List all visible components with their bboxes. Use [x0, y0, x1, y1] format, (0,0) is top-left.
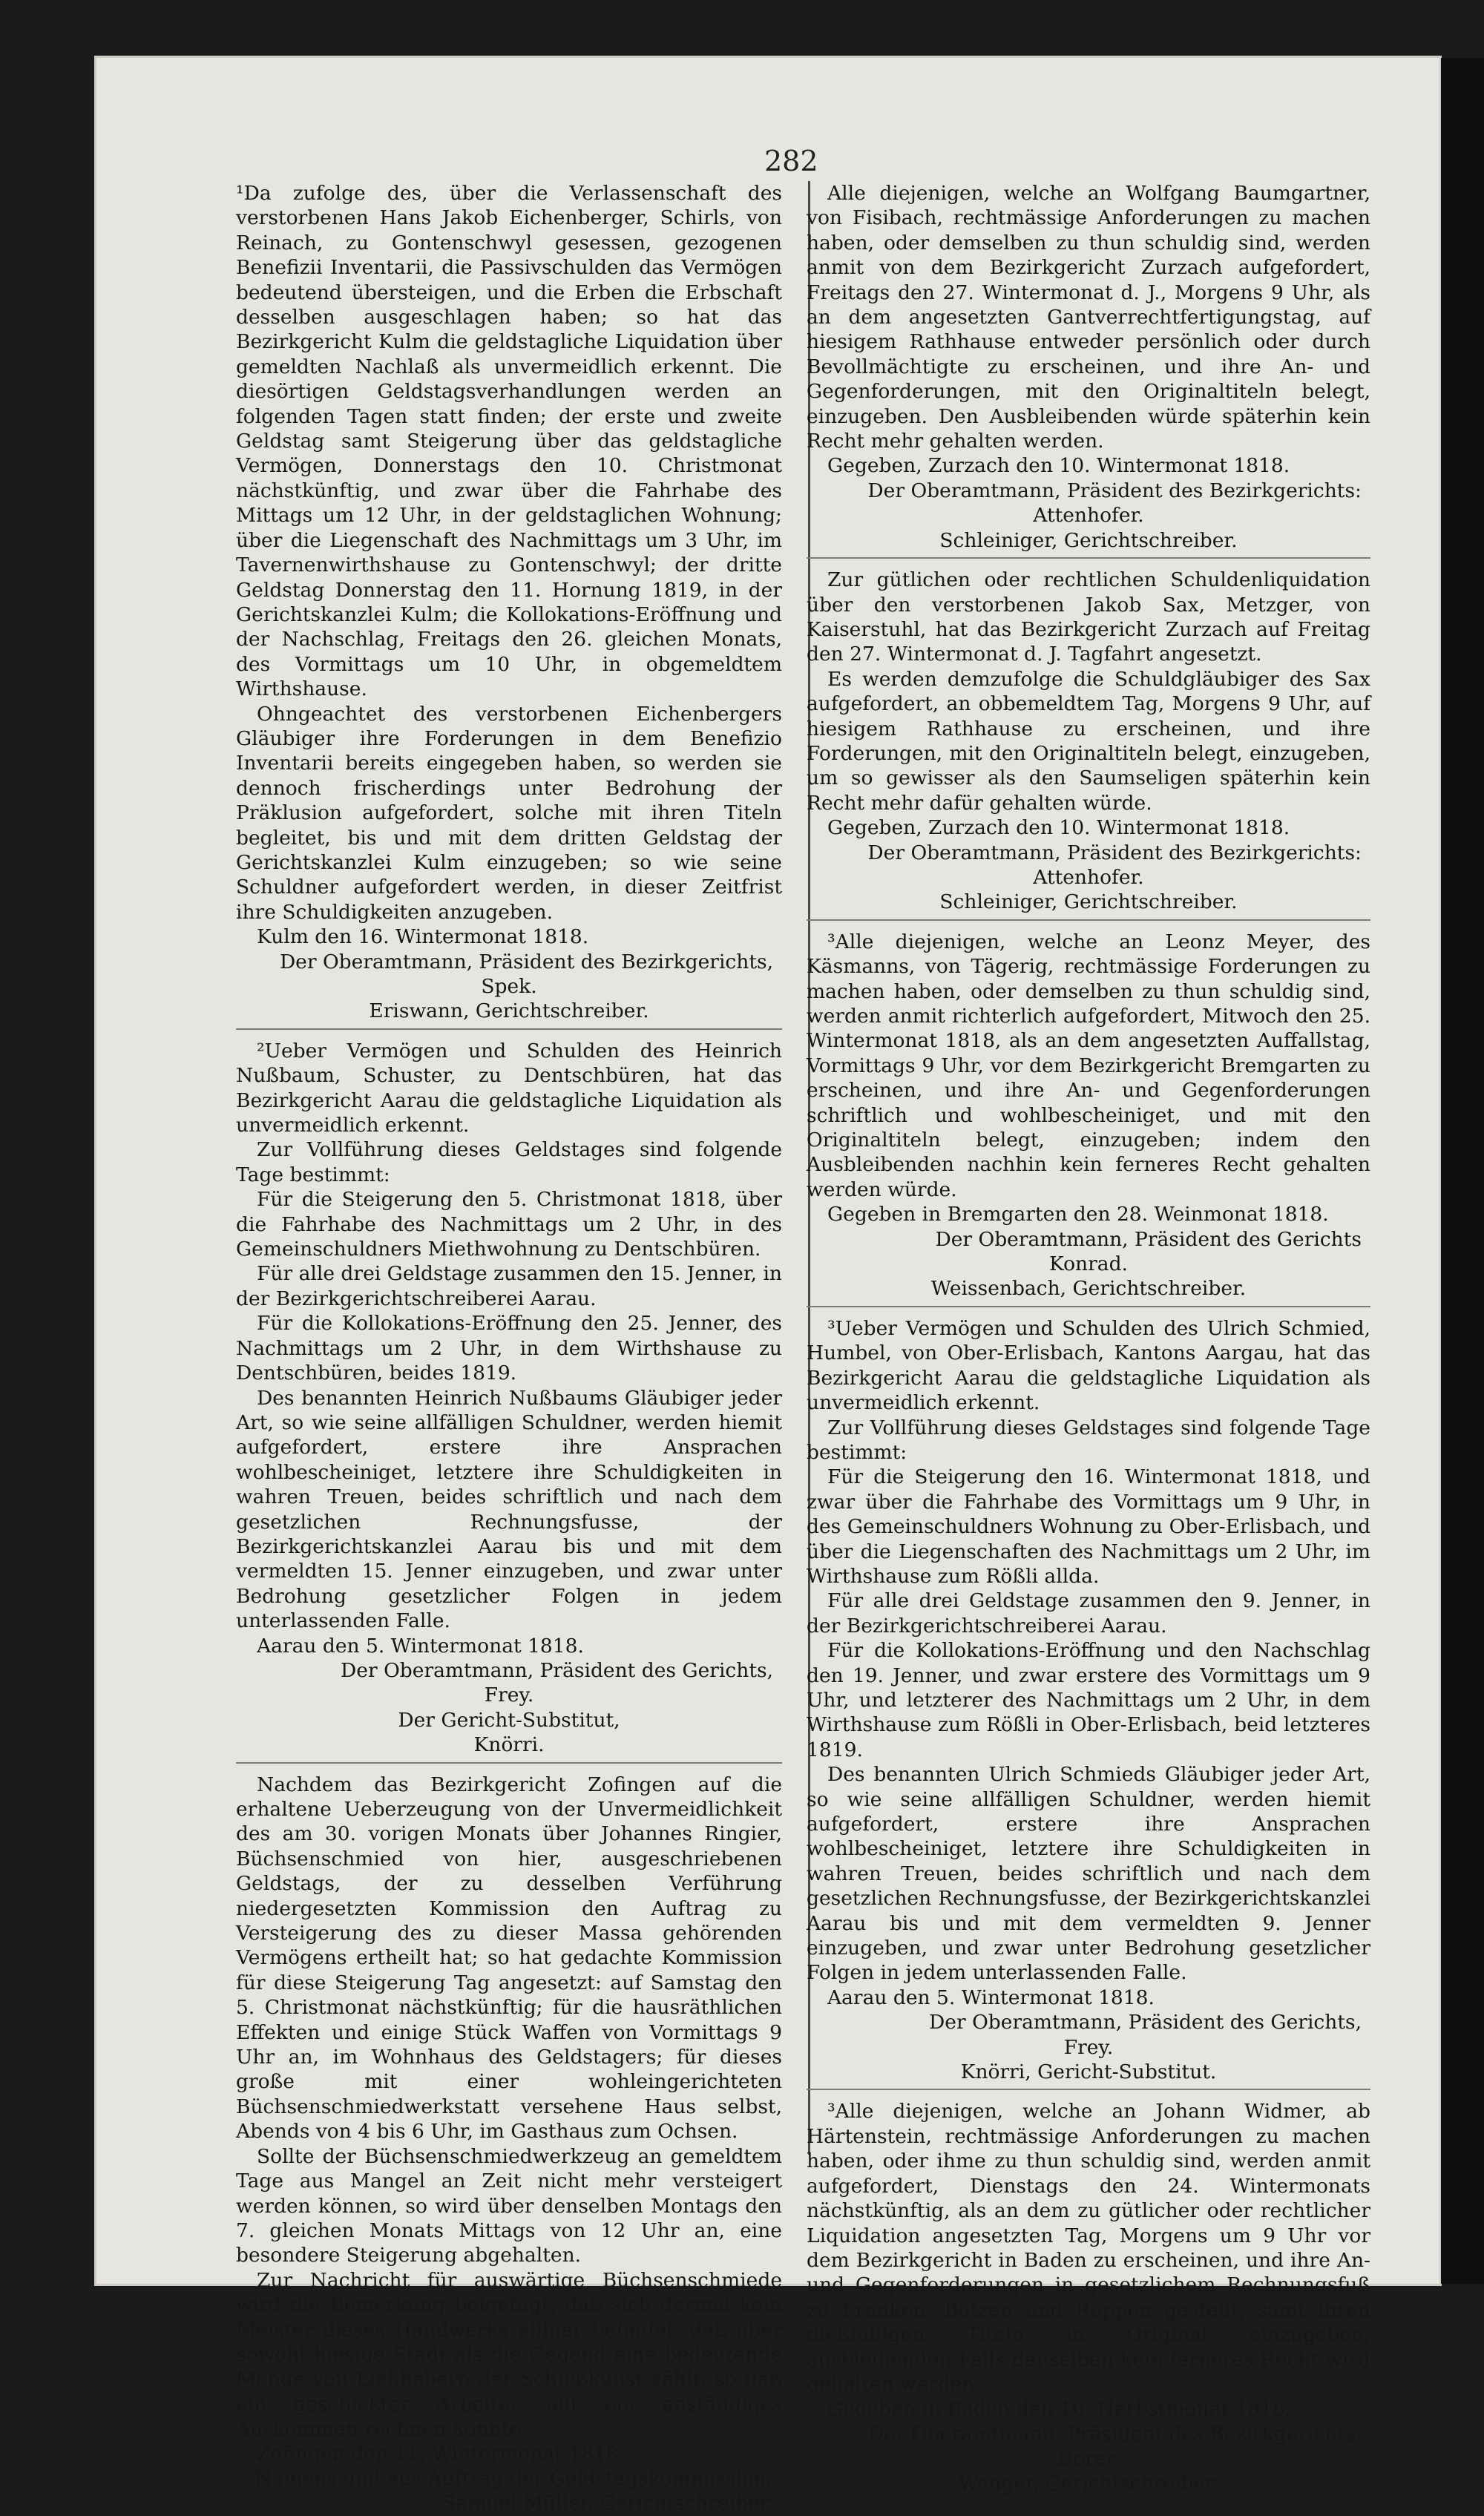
- right-separator: [807, 919, 1370, 922]
- right-signature-line: Der Oberamtmann, Präsident des Bezirkgerichts:: [867, 841, 1362, 864]
- right-signature-line: Schleiniger, Gerichtschreiber.: [939, 528, 1238, 552]
- scan-border: [1441, 58, 1484, 2284]
- left-paragraph: Des benannten Heinrich Nußbaums Gläubiger jeder Art, so wie seine allfälligen Schuldner, werden hiemit aufgefordert, erstere ihre Ansprachen wohlbescheiniget, letztere ihre Schuldigkeiten in wahren Treuen, beides schriftlich und nach dem gesetzlichen Rechnungsfusse, der Bezirkgerichtskanzlei Aarau bis und mit dem vermeldten 15. Jenner einzugeben, und zwar unter Bedrohung gesetzlicher Folgen in jedem unterlassenden Falle.: [236, 1386, 782, 1633]
- right-dateline: Aarau den 5. Wintermonat 1818.: [827, 1985, 1155, 2009]
- right-paragraph: Alle diejenigen, welche an Wolfgang Baumgartner, von Fisibach, rechtmässige Anforderungen zu machen haben, oder demselben zu thun schuldig sind, werden anmit von dem Bezirkgericht Zurzach aufgefordert, Freitags den 27. Wintermonat d. J., Morgens 9 Uhr, als an dem angesetzten Gantverrechtfertigungstag, auf hiesigem Rathhause entweder persönlich oder durch Bevollmächtigte zu erscheinen, und ihre An- und Gegenforderungen, mit den Originaltiteln belegt, einzugeben. Den Ausbleibenden würde späterhin kein Recht mehr gehalten werden.: [807, 182, 1370, 453]
- left-column: [236, 181, 782, 2516]
- right-signature-line: Schleiniger, Gerichtschreiber.: [939, 890, 1238, 914]
- right-separator: [807, 2089, 1370, 2092]
- right-paragraph: Für alle drei Geldstage zusammen den 9. Jenner, in der Bezirkgerichtschreiberei Aarau.: [807, 1589, 1370, 1638]
- left-signature-line: Samuel Müller, Gerichtschreiber.: [442, 2492, 773, 2515]
- right-signature-line: Wanger, Gerichtschreiber.: [958, 2471, 1219, 2495]
- right-signature-line: Der Oberamtmann, Präsident des Bezirkgerichts:: [867, 479, 1362, 502]
- left-signature-line: Der Gericht-Substitut,: [398, 1708, 620, 1732]
- right-column: [807, 181, 1370, 2496]
- right-paragraph: ³Ueber Vermögen und Schulden des Ulrich Schmied, Humbel, von Ober-Erlisbach, Kantons Aargau, hat das Bezirkgericht Aarau die geldstagliche Liquidation als unvermeidlich erkennt.: [807, 1316, 1370, 1415]
- left-paragraph: Zur Vollführung dieses Geldstages sind folgende Tage bestimmt:: [236, 1138, 782, 1186]
- left-signature-line: Der Oberamtmann, Präsident des Gerichts,: [341, 1658, 773, 1682]
- right-paragraph: ³Alle diejenigen, welche an Johann Widmer, ab Härtenstein, rechtmässige Anforderungen zu machen haben, oder ihme zu thun schuldig sind, werden anmit aufgefordert, Dienstags den 24. Wintermonats nächstkünftig, als an dem zu gütlicher oder rechtlicher Liquidation angesetzten Tag, Morgens um 9 Uhr vor dem Bezirkgericht in Baden zu erscheinen, und ihre An- und Gegenforderungen in gesetzlichem Rechnungsfuß zu Franken, Batzen und Rappen gestellt, samt ihren dießfälligen Titeln in Original einzugeben; ausbleibenden Falls denselben kein ferneres Recht wird gehalten werden.: [807, 2100, 1370, 2396]
- right-signature-line: Der Oberamtmann, Präsident des Bezirkgerichts,: [867, 2422, 1362, 2446]
- left-paragraph: Sollte der Büchsenschmiedwerkzeug an gemeldtem Tage aus Mangel an Zeit nicht mehr versteigert werden können, so wird über denselben Montags den 7. gleichen Monats Mittags von 12 Uhr an, eine besondere Steigerung abgehalten.: [236, 2144, 782, 2267]
- left-paragraph: ¹Da zufolge des, über die Verlassenschaft des verstorbenen Hans Jakob Eichenberger, Schirls, von Reinach, zu Gontenschwyl gesessen, gezogenen Benefizii Inventarii, die Passivschulden das Vermögen bedeutend übersteigen, und die Erben die Erbschaft desselben ausgeschlagen haben; so hat das Bezirkgericht Kulm die geldstagliche Liquidation über gemeldten Nachlaß als unvermeidlich erkennt. Die diesörtigen Geldstagsverhandlungen werden an folgenden Tagen statt finden; der erste und zweite Geldstag samt Steigerung über das geldstagliche Vermögen, Donnerstags den 10. Christmonat nächstkünftig, und zwar über die Fahrhabe des Mittags um 12 Uhr, in der geldstaglichen Wohnung; über die Liegenschaft des Nachmittags um 3 Uhr, im Tavernenwirthshause zu Gontenschwyl; der dritte Geldstag Donnerstag den 11. Hornung 1819, in der Gerichtskanzlei Kulm; die Kollokations-Eröffnung und der Nachschlag, Freitags den 26. gleichen Monats, des Vormittags um 10 Uhr, in obgemeldtem Wirthshause.: [236, 182, 782, 701]
- right-dateline: Gegeben, Zurzach den 10. Wintermonat 1818.: [827, 816, 1290, 840]
- page-number: 282: [764, 145, 818, 177]
- right-paragraph: Zur gütlichen oder rechtlichen Schuldenliquidation über den verstorbenen Jakob Sax, Metzger, von Kaiserstuhl, hat das Bezirkgericht Zurzach auf Freitag den 27. Wintermonat d. J. Tagfahrt angesetzt.: [807, 568, 1370, 666]
- right-signature-line: Dorer.: [1057, 2447, 1120, 2471]
- right-dateline: Gegeben in Bremgarten den 28. Weinmonat 1818.: [827, 1203, 1329, 1226]
- right-separator: [807, 557, 1370, 560]
- right-paragraph: Für die Steigerung den 16. Wintermonat 1818, und zwar über die Fahrhabe des Vormittags um 9 Uhr, in des Gemeinschuldners Wohnung zu Ober-Erlisbach, und über die Liegenschaften des Nachmittags um 2 Uhr, im Wirthshause zum Rößli allda.: [807, 1465, 1370, 1588]
- right-signature-line: Attenhofer.: [1033, 865, 1144, 889]
- right-paragraph: Für die Kollokations-Eröffnung und den Nachschlag den 19. Jenner, und zwar erstere des Vormittags um 9 Uhr, und letzterer des Nachmittags um 2 Uhr, in dem Wirthshause zum Rößli in Ober-Erlisbach, beid letzteres 1819.: [807, 1639, 1370, 1761]
- right-paragraph: Es werden demzufolge die Schuldgläubiger des Sax aufgefordert, an obbemeldtem Tag, Morgens 9 Uhr, auf hiesigem Rathhause zu erscheinen, und ihre Forderungen, mit den Originaltiteln belegt, einzugeben, um so gewisser als den Saumseligen späterhin kein Recht mehr dafür gehalten würde.: [807, 667, 1370, 815]
- left-signature-line: Knörri.: [473, 1733, 545, 1757]
- right-signature-line: Weissenbach, Gerichtschreiber.: [930, 1277, 1247, 1301]
- right-signature-line: Der Oberamtmann, Präsident des Gerichts,: [929, 2011, 1362, 2034]
- right-signature-line: Der Oberamtmann, Präsident des Gerichts: [935, 1227, 1362, 1251]
- right-separator: [807, 1306, 1370, 1309]
- left-dateline: Zofingen den 11. Wintermonat 1818.: [257, 2442, 626, 2466]
- left-paragraph: Für die Kollokations-Eröffnung den 25. Jenner, des Nachmittags um 2 Uhr, in dem Wirthshause zu Dentschbüren, beides 1819.: [236, 1312, 782, 1385]
- right-paragraph: ³Alle diejenigen, welche an Leonz Meyer, des Käsmanns, von Tägerig, rechtmässige Forderungen zu machen haben, oder demselben zu thun schuldig sind, werden anmit richterlich aufgefordert, Mitwoch den 25. Wintermonat 1818, als an dem angesetzten Auffallstag, Vormittags 9 Uhr, vor dem Bezirkgericht Bremgarten zu erscheinen, und ihre An- und Gegenforderungen schriftlich und wohlbescheiniget, und mit den Originaltiteln belegt, einzugeben; indem den Ausbleibenden nachhin kein ferneres Recht gehalten werden würde.: [807, 930, 1370, 1201]
- right-paragraph: Zur Vollführung dieses Geldstages sind folgende Tage bestimmt:: [807, 1416, 1370, 1464]
- left-paragraph: Nachdem das Bezirkgericht Zofingen auf die erhaltene Ueberzeugung von der Unvermeidlichkeit des am 30. vorigen Monats über Johannes Ringier, Büchsenschmied von hier, ausgeschriebenen Geldstags, der zu desselben Verführung niedergesetzten Kommission den Auftrag zu Versteigerung des zu dieser Massa gehörenden Vermögens ertheilt hat; so hat gedachte Kommission für diese Steigerung Tag angesetzt: auf Samstag den 5. Christmonat nächstkünftig; für die hausräthlichen Effekten und einige Stück Waffen von Vormittags 9 Uhr an, im Wohnhaus des Geldstagers; für dieses große mit einer wohleingerichteten Büchsenschmiedwerkstatt versehene Haus selbst, Abends von 4 bis 6 Uhr, im Gasthaus zum Ochsen.: [236, 1773, 782, 2144]
- left-signature-line: Namens und aus Auftrag der Geldstagskommission;: [255, 2466, 773, 2490]
- left-signature-line: Der Oberamtmann, Präsident des Bezirkgerichts,: [279, 950, 773, 973]
- left-signature-line: Eriswann, Gerichtschreiber.: [369, 999, 649, 1023]
- left-signature-line: Spek.: [481, 975, 537, 998]
- right-signature-line: Knörri, Gericht-Substitut.: [960, 2060, 1217, 2084]
- left-paragraph: Für alle drei Geldstage zusammen den 15. Jenner, in der Bezirkgerichtschreiberei Aarau.: [236, 1262, 782, 1310]
- left-paragraph: Zur Nachricht für auswärtige Büchsenschmiede wird die Bemerkung beigefügt, daß sich dermal kein Meister dieses Handwerks allhier befindet, daß aber sowohl hiesige Stadt als die Gegend eine bedeutende Menge von Liebhabern der Schießkunst zählt, so daß ein geschickter Arbeiter auf ein anständiges Auskommen rechnen könnte.: [236, 2268, 782, 2441]
- left-paragraph: Ohngeachtet des verstorbenen Eichenbergers Gläubiger ihre Forderungen in dem Benefizio Inventarii bereits eingegeben haben, so werden sie dennoch frischerdings unter Bedrohung der Präklusion aufgefordert, solche mit ihren Titeln begleitet, bis und mit dem dritten Geldstag der Gerichtskanzlei Kulm einzugeben; so wie seine Schuldner aufgefordert werden, in dieser Zeitfrist ihre Schuldigkeiten anzugeben.: [236, 702, 782, 924]
- left-paragraph: Für die Steigerung den 5. Christmonat 1818, über die Fahrhabe des Nachmittags um 2 Uhr, in des Gemeinschuldners Miethwohnung zu Dentschbüren.: [236, 1188, 782, 1261]
- left-dateline: Kulm den 16. Wintermonat 1818.: [257, 925, 589, 949]
- right-dateline: Gegeben in Baden den 16. Herbstmonat 1818.: [827, 2397, 1292, 2421]
- left-paragraph: ²Ueber Vermögen und Schulden des Heinrich Nußbaum, Schuster, zu Dentschbüren, hat das Bezirkgericht Aarau die geldstagliche Liquidation als unvermeidlich erkennt.: [236, 1039, 782, 1137]
- right-paragraph: Des benannten Ulrich Schmieds Gläubiger jeder Art, so wie seine allfälligen Schuldner, werden hiemit aufgefordert, erstere ihre Ansprachen wohlbescheiniget, letztere ihre Schuldigkeiten in wahren Treuen, beides schriftlich und nach dem gesetzlichen Rechnungsfusse, der Bezirkgerichtskanzlei Aarau bis und mit dem vermeldten 9. Jenner einzugeben, und zwar unter Bedrohung gesetzlicher Folgen in jedem unterlassenden Falle.: [807, 1763, 1370, 1985]
- left-signature-line: Frey.: [484, 1684, 534, 1707]
- right-dateline: Gegeben, Zurzach den 10. Wintermonat 1818.: [827, 454, 1290, 478]
- left-dateline: Aarau den 5. Wintermonat 1818.: [257, 1634, 584, 1658]
- left-separator: [236, 1028, 782, 1031]
- right-signature-line: Attenhofer.: [1033, 504, 1144, 528]
- left-separator: [236, 1762, 782, 1765]
- right-signature-line: Konrad.: [1049, 1252, 1128, 1276]
- right-signature-line: Frey.: [1063, 2035, 1114, 2059]
